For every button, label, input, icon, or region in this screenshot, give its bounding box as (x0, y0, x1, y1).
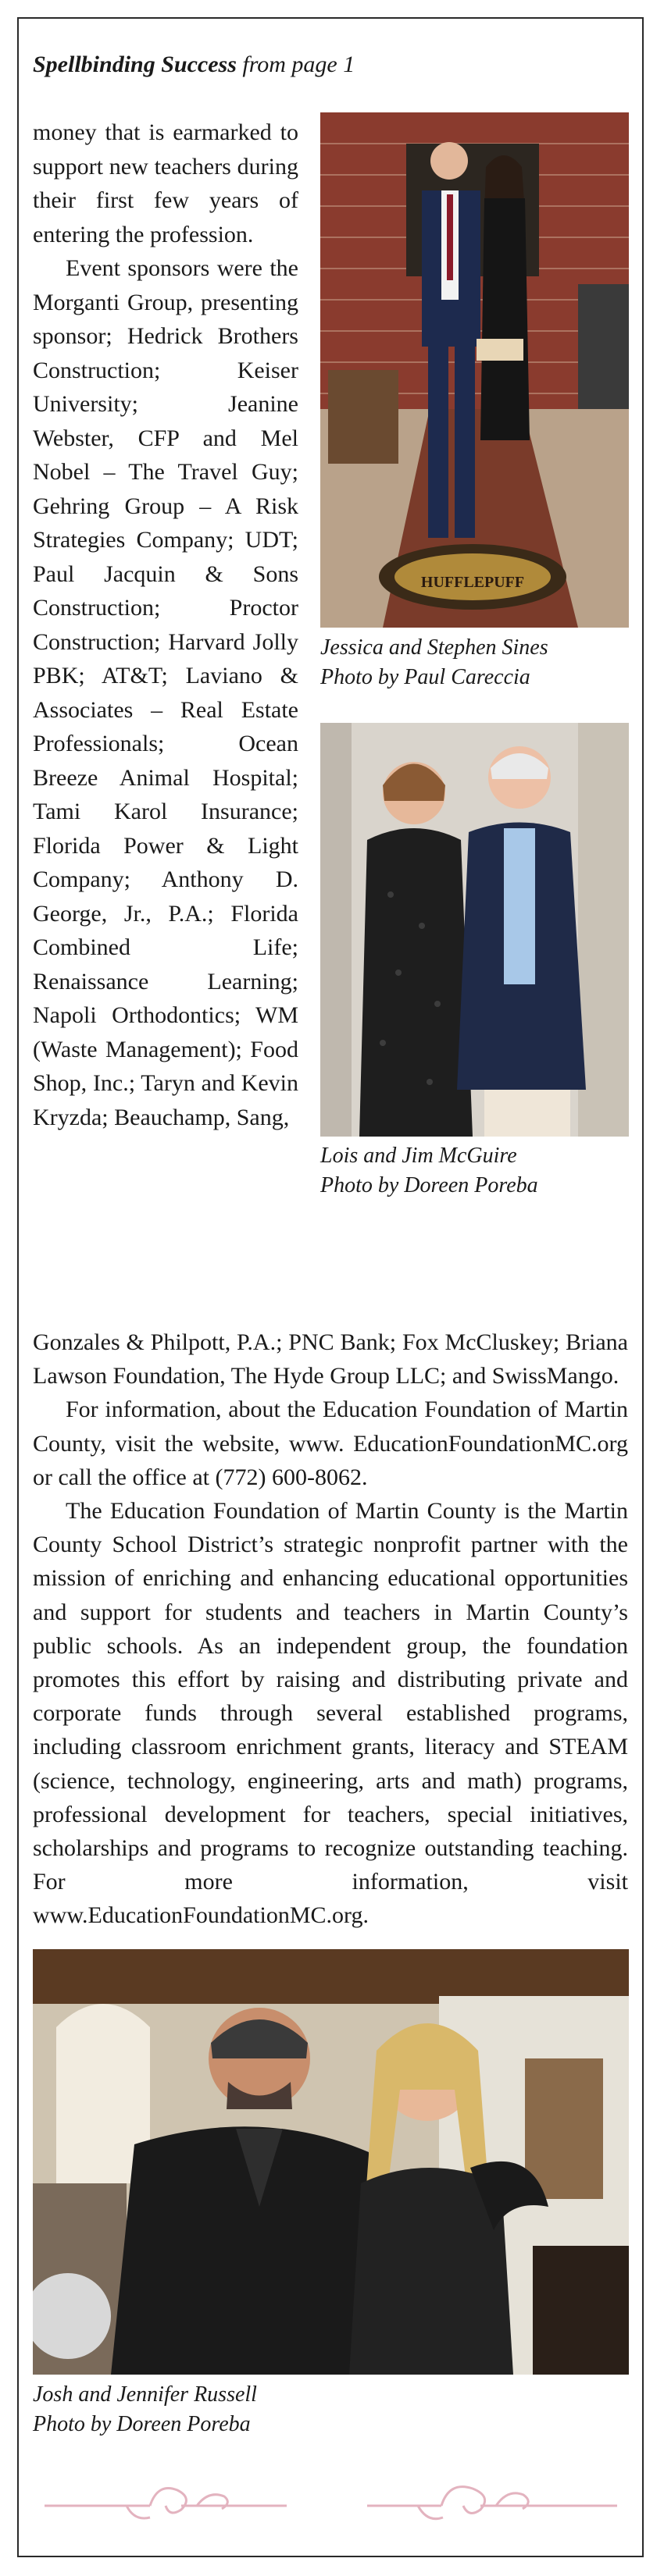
header-from-page: from page 1 (236, 52, 355, 77)
sign-text: HUFFLEPUFF (420, 574, 525, 591)
caption-names: Lois and Jim McGuire (320, 1144, 517, 1168)
caption-credit: Photo by Paul Careccia (320, 665, 530, 689)
caption-credit: Photo by Doreen Poreba (320, 1173, 538, 1197)
continuation-header (33, 52, 355, 78)
caption-sines (320, 633, 548, 692)
photo-russell (33, 1949, 629, 2375)
paragraph-about-foundation: The Education Foundation of Martin County is the Martin County School District’s strategic nonprofit partner with the mission of enriching and enhancing educational opportunities and support for students and teachers in Martin County’s public schools. As an independent group, the foundation promotes this effort by raising and distributing private and corporate funds through several established programs, including classroom enrichment grants, literacy and STEAM (science, technology, engineering, arts and math) programs, professional development for teachers, special initiatives, scholarships and programs to recognize outstanding teaching. For more information, visit www.EducationFoundationMC.org. (33, 1498, 628, 1929)
header-title: Spellbinding Success (33, 52, 237, 77)
photo-mcguire (320, 723, 629, 1137)
flourish-ornament-right (363, 2475, 621, 2529)
caption-names: Josh and Jennifer Russell (33, 2382, 257, 2407)
paragraph-1: money that is earmarked to support new teachers during their first few years of entering the profession. (33, 119, 298, 247)
paragraph-sponsors-continued: Gonzales & Philpott, P.A.; PNC Bank; Fox McCluskey; Briana Lawson Foundation, The Hyde Group LLC; and SwissMango. (33, 1329, 628, 1389)
flourish-ornament-left (41, 2475, 291, 2529)
caption-mcguire (320, 1141, 538, 1201)
paragraph-contact: For information, about the Education Foundation of Martin County, visit the website, www. EducationFoundationMC.org or call the office at (772) 600-8062. (33, 1397, 628, 1490)
paragraph-sponsors: Event sponsors were the Morganti Group, presenting sponsor; Hedrick Brothers Construction; Keiser University; Jeanine Webster, CFP and Mel Nobel – The Travel Guy; Gehring Group – A Risk Strategies Company; UDT; Paul Jacquin & Sons Construction; Proctor Construction; Harvard Jolly PBK; AT&T; Laviano & Associates – Real Estate Professionals; Ocean Breeze Animal Hospital; Tami Karol Insurance; Florida Power & Light Company; Anthony D. George, Jr., P.A.; Florida Combined Life; Renaissance Learning; Napoli Orthodontics; WM (Waste Management); Food Shop, Inc.; Taryn and Kevin Kryzda; Beauchamp, Sang, (33, 255, 298, 1130)
caption-names: Jessica and Stephen Sines (320, 635, 548, 660)
photo-sines (320, 112, 629, 628)
article-column-text (33, 116, 298, 1134)
caption-credit: Photo by Doreen Poreba (33, 2412, 251, 2436)
article-full-width-text (33, 1325, 628, 1933)
caption-russell (33, 2380, 257, 2439)
